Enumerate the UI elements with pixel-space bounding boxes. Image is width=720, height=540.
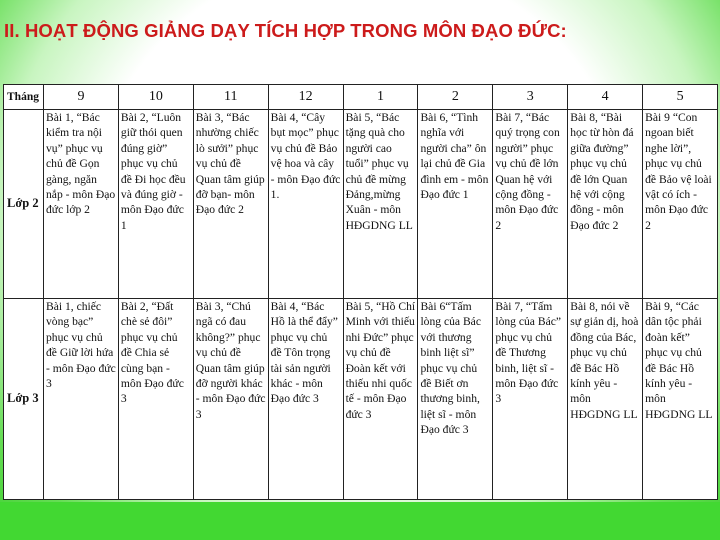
table-cell: Bài 4, “Bác Hồ là thể đẩy” phục vụ chủ đề Tôn trọng tài sản người khác - môn Đạo đức 3: [268, 299, 343, 500]
table-cell: Bài 3, “Bác nhường chiếc lò sưởi” phục vụ chủ đề Quan tâm giúp đỡ bạn- môn Đạo đức 2: [193, 110, 268, 299]
table-cell: Bài 1, “Bác kiểm tra nội vụ” phục vụ chủ đề Gọn gàng, ngăn nắp - môn Đạo đức lớp 2: [44, 110, 119, 299]
table-cell: Bài 9, “Các dân tộc phải đoàn kết” phục vụ chủ đề Bác Hồ kính yêu - môn HĐGDNG LL: [643, 299, 718, 500]
table-cell: Bài 8, nói về sự giản dị, hoà đồng của Bác, phục vụ chủ đề Bác Hồ kính yêu - môn HĐGDNG LL: [568, 299, 643, 500]
bottom-green-band: [0, 502, 720, 540]
header-month-12: 12: [268, 85, 343, 110]
header-month-11: 11: [193, 85, 268, 110]
table-cell: Bài 3, “Chú ngã có đau không?” phục vụ chủ đề Quan tâm giúp đỡ người khác - môn Đạo đức 3: [193, 299, 268, 500]
header-month-4: 4: [568, 85, 643, 110]
table-cell: Bài 4, “Cây bụt mọc” phục vụ chủ đề Bảo vệ hoa và cây - môn Đạo đức 1.: [268, 110, 343, 299]
table-cell: Bài 6“Tấm lòng của Bác với thương binh liệt sĩ” phục vụ chủ đề Biết ơn thương binh, liệt sĩ - môn Đạo đức 3: [418, 299, 493, 500]
header-month-1: 1: [343, 85, 418, 110]
header-month-5: 5: [643, 85, 718, 110]
table-cell: Bài 2, “Luôn giữ thói quen đúng giờ” phục vụ chủ đề Đi học đều và đúng giờ - môn Đạo đức 1: [118, 110, 193, 299]
table-cell: Bài 5, “Bác tặng quà cho người cao tuổi” phục vụ chủ đề mừng Đảng,mừng Xuân - môn HĐGDNG LL: [343, 110, 418, 299]
header-month-10: 10: [118, 85, 193, 110]
integration-table-container: [3, 84, 717, 500]
header-month-3: 3: [493, 85, 568, 110]
table-cell: Bài 1, chiếc vòng bạc” phục vụ chủ đề Giữ lời hứa - môn Đạo đức 3: [44, 299, 119, 500]
table-cell: Bài 2, “Đất chè sẻ đôi” phục vụ chủ đề Chia sẻ cùng bạn - môn Đạo đức 3: [118, 299, 193, 500]
row-label-grade-3: Lớp 3: [4, 299, 44, 500]
table-cell: Bài 5, “Hồ Chí Minh với thiếu nhi Đức” phục vụ chủ đề Đoàn kết với thiếu nhi quốc tế - môn Đạo đức 3: [343, 299, 418, 500]
integration-schedule-table: [3, 84, 718, 500]
header-month-2: 2: [418, 85, 493, 110]
table-cell: Bài 9 “Con ngoan biết nghe lời”, phục vụ chủ đề Bảo vệ loài vật có ích - môn Đạo đức 2: [643, 110, 718, 299]
header-month-9: 9: [44, 85, 119, 110]
header-month-label: Tháng: [4, 85, 44, 110]
table-cell: Bài 7, “Tấm lòng của Bác” phục vụ chủ đề Thương binh, liệt sĩ - môn Đạo đức 3: [493, 299, 568, 500]
table-row-grade-3: [4, 299, 718, 500]
table-row-grade-2: [4, 110, 718, 299]
table-cell: Bài 6, “Tình nghĩa với người cha” ôn lại chủ đề Gia đình em - môn Đạo đức 1: [418, 110, 493, 299]
slide-title: II. HOẠT ĐỘNG GIẢNG DẠY TÍCH HỢP TRONG MÔN ĐẠO ĐỨC:: [4, 20, 567, 41]
row-label-grade-2: Lớp 2: [4, 110, 44, 299]
table-header-row: [4, 85, 718, 110]
table-cell: Bài 7, “Bác quý trọng con người” phục vụ chủ đề lớn Quan hệ với cộng đồng - môn Đạo đức 2: [493, 110, 568, 299]
table-cell: Bài 8, “Bài học từ hòn đá giữa đường” phục vụ chủ đề lớn Quan hệ với cộng đồng - môn Đạo đức 2: [568, 110, 643, 299]
